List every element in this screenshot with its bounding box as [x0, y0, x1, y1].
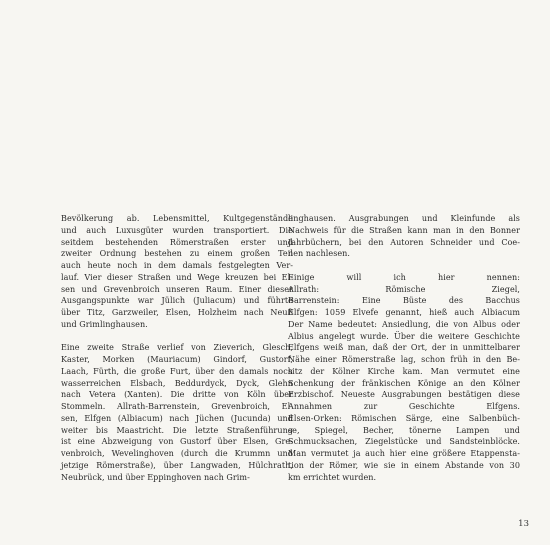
text-line: Albius angelegt wurde. Über die weitere Geschichte [288, 331, 520, 341]
text-line: über Titz, Garzweiler, Elsen, Holzheim nach Neuß [61, 308, 293, 317]
text-line: Elsen-Orken: Römischen Särge, eine Salbenbüch- [288, 413, 520, 423]
text-line: sen und Grevenbroich unseren Raum. Einer dieser [61, 284, 293, 294]
text-line: Der Name bedeutet: Ansiedlung, die von Albus oder [288, 319, 520, 329]
paragraph-excavations [288, 213, 520, 260]
text-line: Jahrbüchern, bei den Autoren Schneider und Coe- [288, 237, 520, 247]
text-line: Elfgen: 1059 Elvefe genannt, hieß auch Albiacum [288, 308, 520, 317]
text-line: Neubrück, und über Eppinghoven nach Grim- [61, 472, 250, 482]
text-line: Schmucksachen, Ziegelstücke und Sandsteinblöcke. [288, 437, 520, 447]
text-line: venbroich, Wevelinghoven (durch die Krummn und [61, 449, 293, 458]
paragraph-second-road [61, 342, 293, 483]
text-line: Man vermutet ja auch hier eine größere Etappensta- [288, 449, 520, 458]
text-line: Einige will ich hier nennen: [288, 272, 520, 282]
text-line: auch heute noch in dem damals festgelegten Ver- [61, 261, 293, 270]
text-line: nen nachlesen. [288, 249, 351, 259]
text-line: wasserreichen Elsbach, Beddurdyck, Dyck, Glehn [61, 378, 293, 388]
right-text-column [288, 213, 520, 483]
text-line: zweiter Ordnung bestehen zu einem großen Teil [61, 249, 293, 259]
text-line: km errichtet wurden. [288, 472, 377, 482]
text-line: ist eine Abzweigung von Gustorf über Elsen, Gre- [61, 437, 293, 447]
text-line: Nachweis für die Straßen kann man in den Bonner [288, 225, 520, 235]
text-line: Laach, Fürth, die große Furt, über den damals noch [61, 366, 293, 376]
text-line: Allrath: Römische Ziegel, [288, 284, 520, 294]
text-line: linghausen. Ausgrabungen und Kleinfunde als [288, 214, 520, 223]
text-line: jetzige Römerstraße), über Langwaden, Hülchrath, [61, 460, 293, 470]
text-line: lauf. Vier dieser Straßen und Wege kreuzen bei El- [61, 272, 293, 282]
text-line: und Grimlinghausen. [61, 319, 148, 329]
text-line: Elfgens weiß man, daß der Ort, der in unmittelbarer [288, 343, 520, 353]
text-line: Stommeln. Allrath-Barrenstein, Grevenbroich, El- [61, 402, 293, 411]
text-line: seitdem bestehenden Römerstraßen erster und [61, 237, 293, 247]
text-line: und auch Luxusgüter wurden transportiert. Die [61, 225, 293, 235]
paragraph-finds-list [288, 272, 520, 484]
text-line: sitz der Kölner Kirche kam. Man vermutet eine [288, 366, 520, 376]
text-line: Schenkung der fränkischen Könige an den Kölner [288, 378, 520, 388]
text-line: tion der Römer, wie sie in einem Abstande von 30 [288, 460, 520, 470]
text-line: Ausgangspunkte war Jülich (Juliacum) und führte [61, 296, 293, 306]
text-line: Erzbischof. Neueste Ausgrabungen bestätigen diese [288, 390, 520, 400]
text-line: Bevölkerung ab. Lebensmittel, Kultgegenstände [61, 214, 293, 223]
text-line: sen, Elfgen (Albiacum) nach Jüchen (Jucunda) und [61, 413, 293, 423]
left-text-column [61, 213, 293, 483]
page-number: 13 [518, 519, 529, 529]
text-line: Annahmen zur Geschichte Elfgens. [288, 402, 520, 411]
paragraph-roman-roads [61, 213, 293, 331]
text-line: se, Spiegel, Becher, tönerne Lampen und [288, 425, 520, 435]
text-line: nach Vetera (Xanten). Die dritte von Köln über [61, 390, 293, 400]
text-line: Kaster, Morken (Mauriacum) Gindorf, Gustorf, [61, 355, 293, 364]
text-line: Nähe einer Römerstraße lag, schon früh in den Be- [288, 355, 520, 364]
text-line: Eine zweite Straße verlief von Zieverich, Glesch, [61, 343, 293, 353]
text-line: weiter bis Maastricht. Die letzte Straßenführung [61, 425, 293, 435]
text-line: Barrenstein: Eine Büste des Bacchus [288, 296, 520, 306]
